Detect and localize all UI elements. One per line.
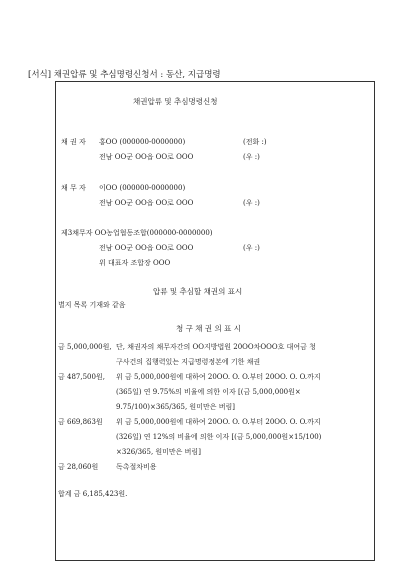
- claim-line: 9.75/100)×365/365, 원미만은 버림]: [116, 403, 235, 411]
- debtor-address: 전남 OO군 OO읍 OO로 OOO: [99, 199, 194, 207]
- third-party-address: 전남 OO군 OO읍 OO로 OOO: [99, 244, 194, 252]
- debtor-postal: (우 :): [243, 199, 260, 207]
- claim-line: ×326/365, 원미만은 버림]: [116, 448, 201, 456]
- document-frame: [55, 81, 375, 561]
- claim-line: (365일) 연 9.75%의 비율에 의한 이자 [(금 5,000,000원×: [116, 388, 301, 396]
- debtor-name: 이OO (000000-0000000): [99, 184, 186, 192]
- claim-amount: 금 28,060원: [58, 463, 99, 471]
- claim-amount: 금 669,863원: [58, 418, 103, 426]
- claim-line: 독촉절차비용: [116, 463, 157, 471]
- debtor-label: 채 무 자: [61, 184, 86, 192]
- claim-heading: 청 구 채 권 의 표 시: [176, 324, 242, 333]
- seizure-claim-heading: 압류 및 추심할 채권의 표시: [153, 287, 243, 296]
- form-caption: [서식] 채권압류 및 추심명령신청서 : 동산, 지급명령: [28, 70, 221, 80]
- creditor-address: 전남 OO군 OO읍 OO로 OOO: [99, 153, 194, 161]
- creditor-phone: (전화 :): [243, 138, 267, 146]
- claim-line: 위 금 5,000,000원에 대하여 20OO. O. O.부터 20OO. O. O.까지: [116, 418, 321, 426]
- third-party-label: 제3채무자 OO농업협동조합(000000-0000000): [61, 229, 213, 237]
- seizure-claim-text: 별지 목록 기재와 같음: [58, 301, 126, 309]
- creditor-name: 홍OO (000000-0000000): [99, 138, 186, 146]
- document-title: 채권압류 및 추심명령신청: [133, 97, 218, 106]
- third-party-rep: 위 대표자 조합장 OOO: [99, 259, 171, 267]
- claim-amount: 금 5,000,000원,: [58, 343, 112, 351]
- creditor-postal: (우 :): [243, 153, 260, 161]
- claim-amount: 금 487,500원,: [58, 373, 105, 381]
- claim-line: 위 금 5,000,000원에 대하여 20OO. O. O.부터 20OO. O. O.까지: [116, 373, 321, 381]
- claim-line: (326일) 연 12%의 비율에 의한 이자 [(금 5,000,000원×15/100): [116, 433, 322, 441]
- third-party-postal: (우 :): [243, 244, 260, 252]
- claim-line: 단, 채권자의 채무자간의 OO지방법원 20OO차OOO호 대여금 청: [116, 343, 316, 351]
- total-amount: 합계 금 6,185,423원.: [58, 490, 128, 498]
- claim-line: 구사건의 집행력있는 지급명령정본에 기한 채권: [116, 358, 261, 366]
- creditor-label: 채 권 자: [61, 138, 86, 146]
